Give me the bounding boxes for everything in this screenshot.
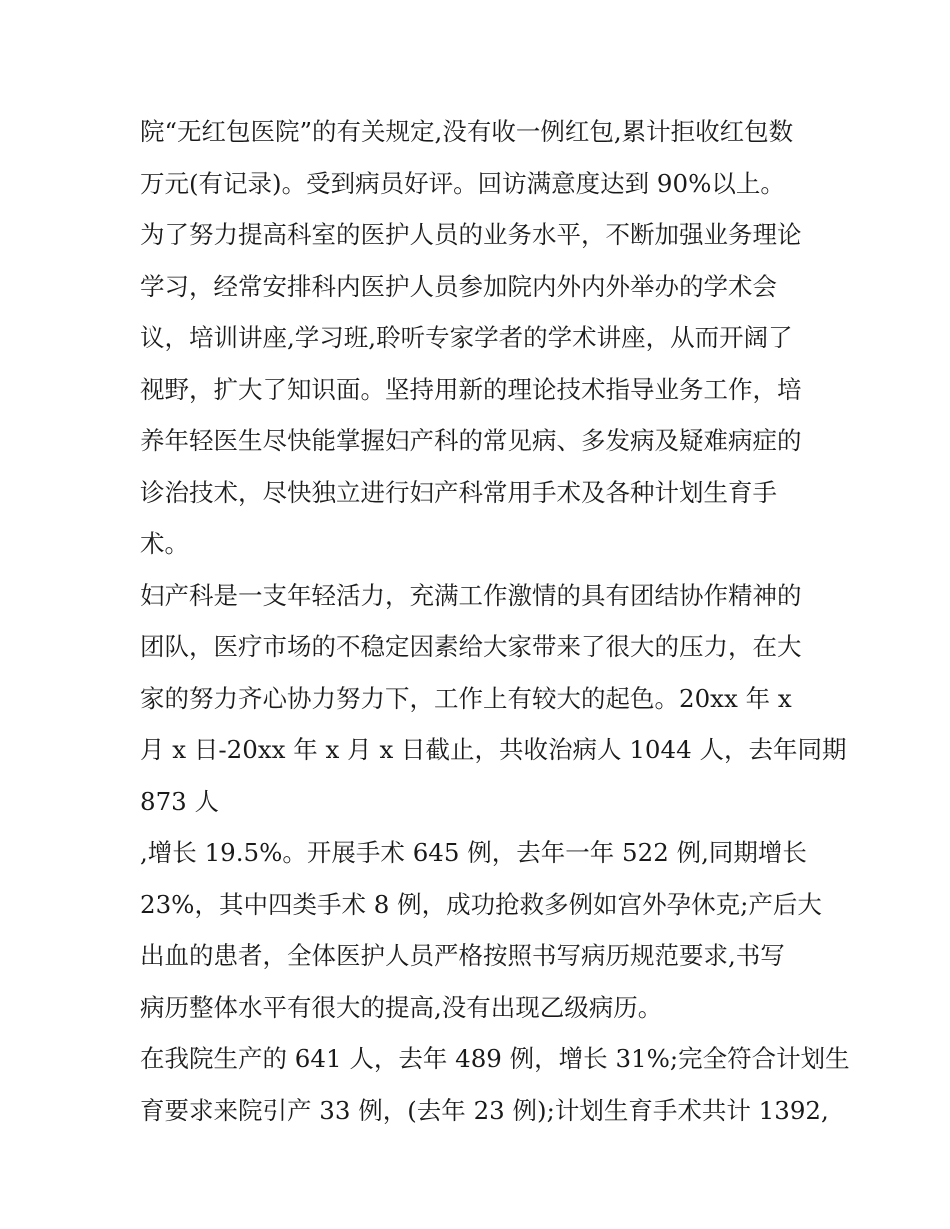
text-line: 为了努力提高科室的医护人员的业务水平，不断加强业务理论 <box>140 220 802 249</box>
text-line: 诊治技术，尽快独立进行妇产科常用手术及各种计划生育手 <box>140 477 777 507</box>
text-line: 议，培训讲座,学习班,聆听专家学者的学术讲座，从而开阔了 <box>140 323 793 352</box>
text-line: 养年轻医生尽快能掌握妇产科的常见病、多发病及疑难病症的 <box>140 426 802 455</box>
text-line: 在我院生产的 641 人，去年 489 例，增长 31%;完全符合计划生 <box>140 1044 850 1073</box>
text-line: 出血的患者，全体医护人员严格按照书写病历规范要求,书写 <box>140 941 785 970</box>
text-line: 873 人 <box>140 786 220 816</box>
document-body <box>140 106 850 1136</box>
text-line: 团队，医疗市场的不稳定因素给大家带来了很大的压力，在大 <box>140 632 802 661</box>
text-line: 23%，其中四类手术 8 例，成功抢救多例如宫外孕休克;产后大 <box>140 889 822 919</box>
text-line: 育要求来院引产 33 例，(去年 23 例);计划生育手术共计 1392, <box>140 1095 829 1125</box>
text-line: 家的努力齐心协力努力下，工作上有较大的起色。20xx 年 x <box>140 683 792 713</box>
text-line: 月 x 日-20xx 年 x 月 x 日截止，共收治病人 1044 人，去年同期 <box>140 735 847 764</box>
text-line: 病历整体水平有很大的提高,没有出现乙级病历。 <box>140 992 663 1022</box>
text-line: 视野，扩大了知识面。坚持用新的理论技术指导业务工作，培 <box>140 374 802 404</box>
text-line: 术。 <box>140 529 189 558</box>
text-line: 万元(有记录)。受到病员好评。回访满意度达到 90%以上。 <box>140 168 785 198</box>
text-line: 妇产科是一支年轻活力，充满工作激情的具有团结协作精神的 <box>140 580 802 610</box>
text-line: ,增长 19.5%。开展手术 645 例，去年一年 522 例,同期增长 <box>140 838 807 867</box>
text-line: 院“无红包医院”的有关规定,没有收一例红包,累计拒收红包数 <box>140 117 794 146</box>
text-line: 学习，经常安排科内医护人员参加院内外内外举办的学术会 <box>140 271 777 301</box>
